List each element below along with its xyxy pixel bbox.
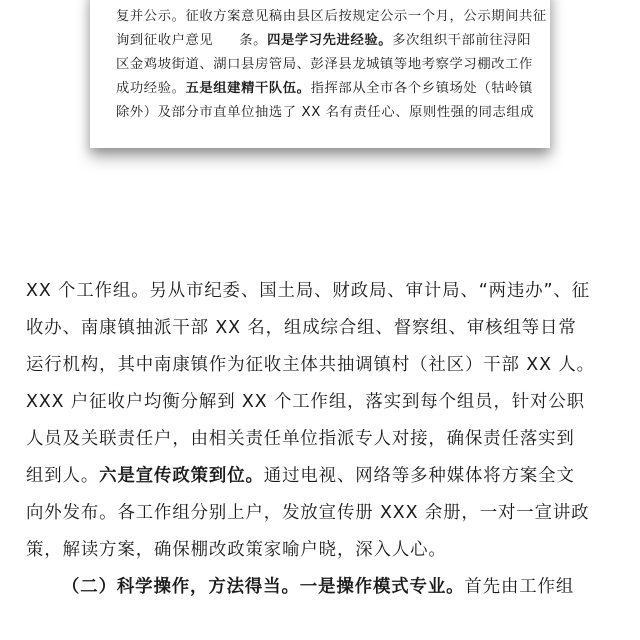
preview-bold-heading: 五是组建精干队伍。 xyxy=(185,81,311,96)
preview-line xyxy=(116,81,536,97)
preview-line xyxy=(116,33,536,49)
page-preview-card xyxy=(90,0,550,148)
preview-text: 条。 xyxy=(239,33,268,48)
preview-bold-heading: 四是学习先进经验。 xyxy=(267,33,393,48)
preview-text: 指挥部从全市各个乡镇场处（牯岭镇 xyxy=(310,81,533,96)
body-line: 策，解读方案，确保棚改政策家喻户晓，深入人心。 xyxy=(26,540,447,560)
body-line: 收办、南康镇抽派干部 XX 名，组成综合组、督察组、审核组等日常 xyxy=(26,318,577,338)
body-text: 通过电视、网络等多种媒体将方案全文 xyxy=(263,466,575,486)
body-line: XX 个工作组。另从市纪委、国土局、财政局、审计局、“两违办”、征 xyxy=(26,281,591,301)
preview-line: 区金鸡坡街道、湖口县房管局、彭泽县龙城镇等地考察学习棚改工作 xyxy=(116,57,533,72)
preview-text: 多次组织干部前往浔阳 xyxy=(392,33,532,48)
body-line: XXX 户征收户均衡分解到 XX 个工作组，落实到每个组员，针对公职 xyxy=(26,392,585,412)
body-text: 组到人。 xyxy=(26,466,100,486)
page-preview-area xyxy=(0,0,640,255)
document-body xyxy=(0,268,640,640)
body-line xyxy=(62,576,640,598)
preview-text: 成功经验。 xyxy=(116,81,186,96)
preview-text: 询到征收户意见 xyxy=(116,33,214,48)
preview-line: 除外）及部分市直单位抽选了 XX 名有责任心、原则性强的同志组成 xyxy=(116,105,535,120)
body-line: 运行机构，其中南康镇作为征收主体共抽调镇村（社区）干部 XX 人。 xyxy=(26,355,595,375)
preview-line xyxy=(116,0,536,1)
body-line: 人员及关联责任户，由相关责任单位指派专人对接，确保责任落实到 xyxy=(26,429,575,449)
body-line: 向外发布。各工作组分别上户，发放宣传册 XXX 余册，一对一宣讲政 xyxy=(26,503,590,523)
bold-heading: 六是宣传政策到位。 xyxy=(99,466,264,486)
body-text: 首先由工作组 xyxy=(464,577,575,597)
section-heading: （二）科学操作，方法得当。一是操作模式专业。 xyxy=(62,577,465,597)
body-line xyxy=(26,465,626,487)
preview-line: 复并公示。征收方案意见稿由县区后按规定公示一个月，公示期间共征 xyxy=(116,9,547,24)
